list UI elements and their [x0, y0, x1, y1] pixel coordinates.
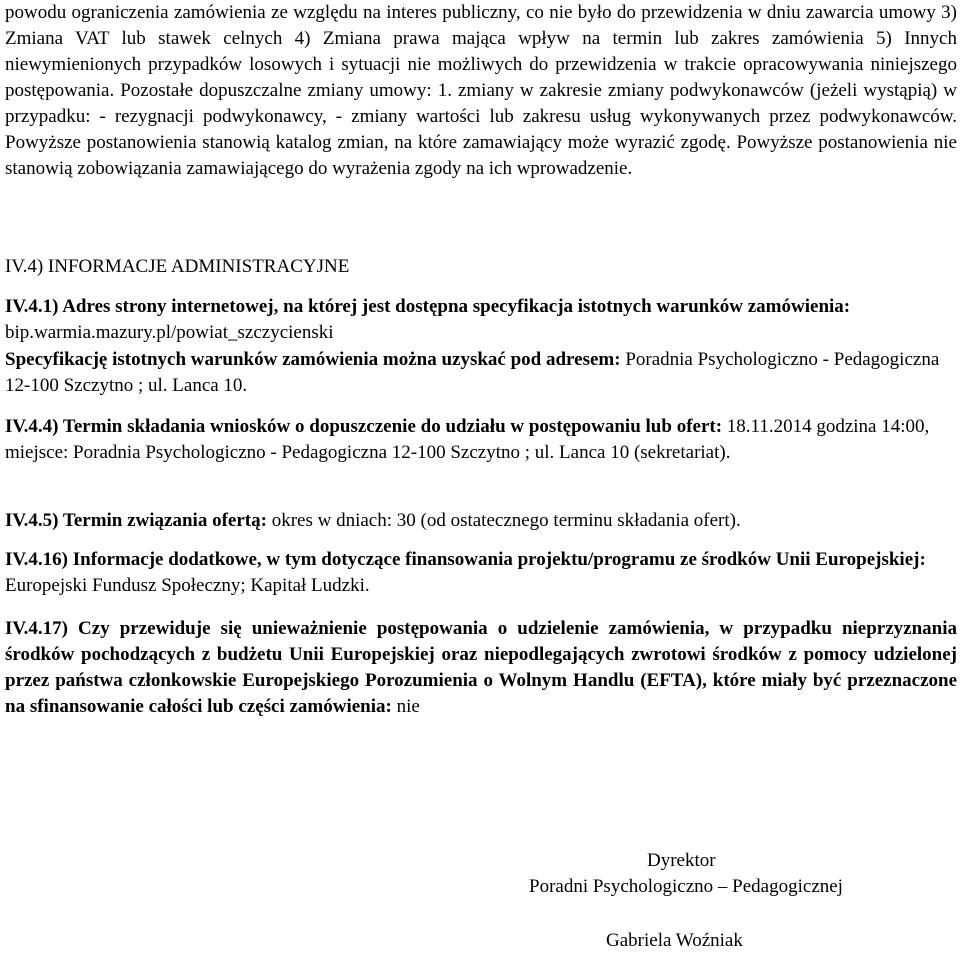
item-iv417-value: nie: [396, 696, 420, 717]
item-spec: [5, 347, 957, 399]
item-iv416: [5, 547, 957, 599]
item-iv416-value: Europejski Fundusz Społeczny; Kapitał Ludzki.: [5, 575, 370, 596]
item-iv44-value: 18.11.2014 godzina 14:00, miejsce: Poradnia Psychologiczno - Pedagogiczna 12-100 Szczytno ; ul. Lanca 10 (sekretariat).: [5, 416, 930, 463]
signature-name: Gabriela Woźniak: [606, 930, 743, 951]
item-spec-value: Poradnia Psychologiczno - Pedagogiczna 12-100 Szczytno ; ul. Lanca 10.: [5, 349, 940, 396]
section-heading-iv4: IV.4) INFORMACJE ADMINISTRACYJNE: [5, 256, 350, 277]
item-iv44: [5, 414, 957, 466]
item-iv45: [5, 508, 957, 534]
item-iv44-label: IV.4.4) Termin składania wniosków o dopuszczenie do udziału w postępowaniu lub ofert:: [5, 416, 723, 437]
signature-organization: Poradni Psychologiczno – Pedagogicznej: [529, 876, 843, 897]
item-iv41-label: IV.4.1) Adres strony internetowej, na której jest dostępna specyfikacja istotnych warunków zamówienia:: [5, 296, 851, 317]
signature-title: Dyrektor: [647, 850, 716, 871]
item-iv417-label: IV.4.17) Czy przewiduje się unieważnienie postępowania o udzielenie zamówienia, w przypadku nieprzyznania środków pochodzących z budżetu Unii Europejskiej oraz niepodlegających zwrotowi środków z pomocy udzielonej przez państwa członkowskie Europejskiego Porozumienia o Wolnym Handlu (EFTA), które miały być przeznaczone na sfinansowanie całości lub części zamówienia:: [5, 618, 957, 717]
item-iv41-value: bip.warmia.mazury.pl/powiat_szczycienski: [5, 322, 334, 343]
item-iv45-value: okres w dniach: 30 (od ostatecznego terminu składania ofert).: [271, 510, 741, 531]
item-iv45-label: IV.4.5) Termin związania ofertą:: [5, 510, 267, 531]
intro-paragraph: powodu ograniczenia zamówienia ze względu na interes publiczny, co nie było do przewidzenia w dniu zawarcia umowy 3) Zmiana VAT lub stawek celnych 4) Zmiana prawa mająca wpływ na termin lub zakres zamówienia 5) Innych niewymienionych przypadków losowych i sytuacji nie możliwych do przewidzenia w trakcie opracowywania niniejszego postępowania. Pozostałe dopuszczalne zmiany umowy: 1. zmiany w zakresie zmiany podwykonawców (jeżeli wystąpią) w przypadku: - rezygnacji podwykonawcy, - zmiany wartości lub zakresu usług wykonywanych przez podwykonawców. Powyższe postanowienia stanowią katalog zmian, na które zamawiający może wyrazić zgodę. Powyższe postanowienia nie stanowią zobowiązania zamawiającego do wyrażenia zgody na ich wprowadzenie.: [5, 2, 957, 179]
item-iv416-label: IV.4.16) Informacje dodatkowe, w tym dotyczące finansowania projektu/programu ze środków Unii Europejskiej:: [5, 549, 926, 570]
item-iv41: [5, 294, 957, 346]
item-spec-label: Specyfikację istotnych warunków zamówienia można uzyskać pod adresem:: [5, 349, 621, 370]
item-iv417: [5, 616, 957, 720]
